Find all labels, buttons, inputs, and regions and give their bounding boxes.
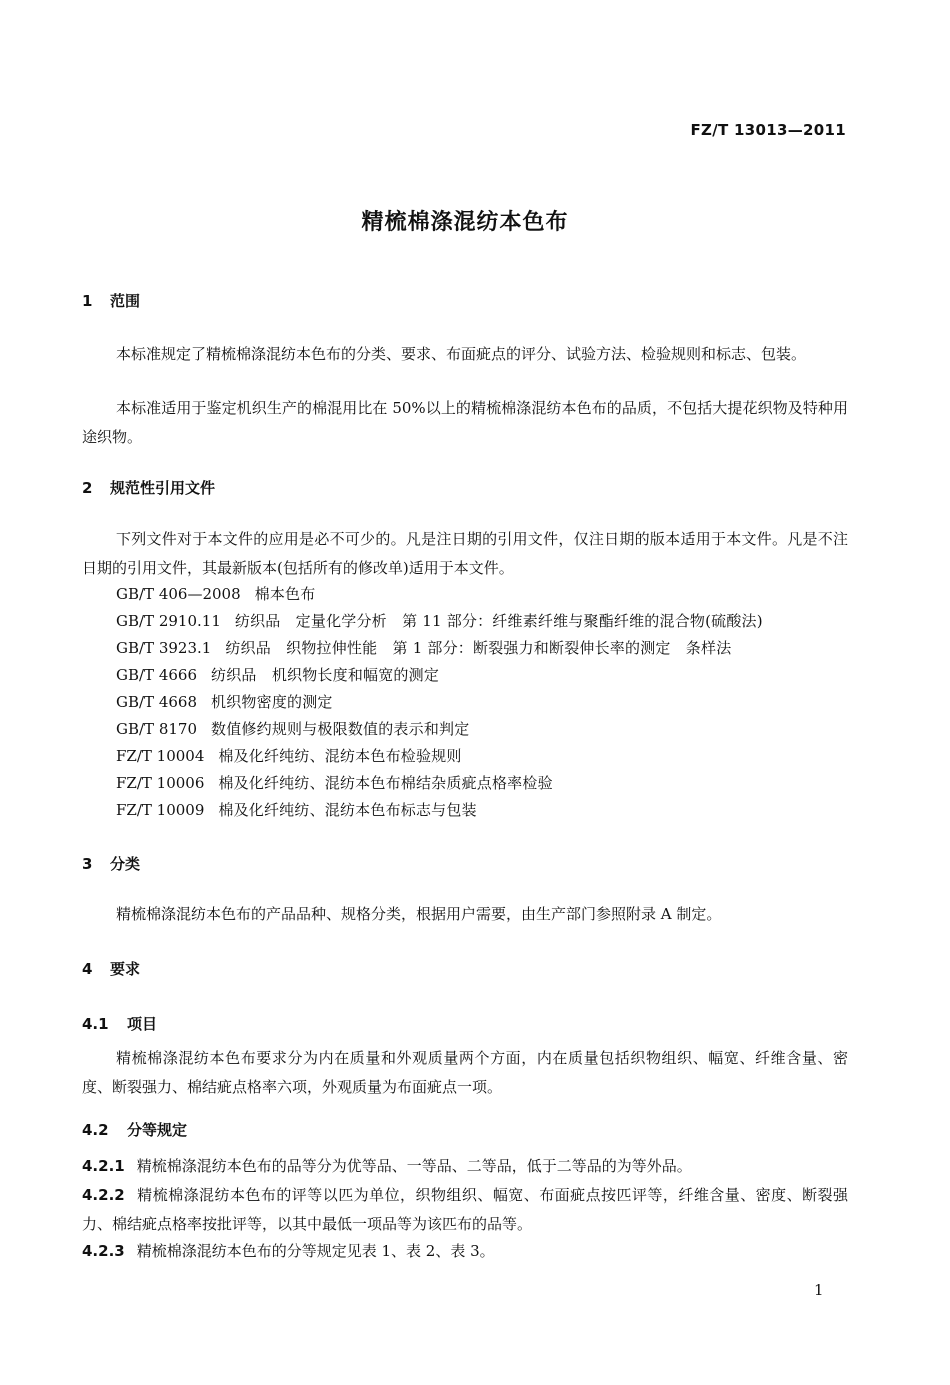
classification-paragraph: 精梳棉涤混纺本色布的产品品种、规格分类，根据用户需要，由生产部门参照附录 A 制定。 bbox=[116, 905, 722, 923]
scope-paragraph-2: 本标准适用于鉴定机织生产的棉混用比在 50%以上的精梳棉涤混纺本色布的品质，不包括大提花织物及特种用途织物。 bbox=[82, 399, 848, 446]
clause-number: 4.2.1 bbox=[82, 1157, 125, 1175]
scope-paragraph-1: 本标准规定了精梳棉涤混纺本色布的分类、要求、布面疵点的评分、试验方法、检验规则和标志、包装。 bbox=[116, 345, 807, 363]
section-title: 范围 bbox=[110, 292, 141, 310]
section-title: 分等规定 bbox=[127, 1121, 188, 1139]
reference-item bbox=[116, 691, 333, 712]
section-title: 规范性引用文件 bbox=[110, 479, 216, 497]
reference-item bbox=[116, 772, 553, 793]
section-number: 4.2 bbox=[82, 1121, 109, 1139]
section-2-heading bbox=[82, 477, 215, 498]
reference-code: GB/T 4668 bbox=[116, 693, 198, 711]
reference-code: FZ/T 10009 bbox=[116, 801, 205, 819]
reference-title: 纺织品 机织物长度和幅宽的测定 bbox=[211, 666, 440, 684]
section-number: 3 bbox=[82, 855, 93, 873]
reference-code: GB/T 8170 bbox=[116, 720, 198, 738]
references-intro-paragraph: 下列文件对于本文件的应用是必不可少的。凡是注日期的引用文件，仅注日期的版本适用于本文件。凡是不注日期的引用文件，其最新版本(包括所有的修改单)适用于本文件。 bbox=[82, 530, 848, 577]
clause-text: 精梳棉涤混纺本色布的评等以匹为单位，织物组织、幅宽、布面疵点按匹评等，纤维含量、密度、断裂强力、棉结疵点格率按批评等，以其中最低一项品等为该匹布的品等。 bbox=[82, 1186, 848, 1233]
section-title: 要求 bbox=[110, 960, 141, 978]
reference-item bbox=[116, 583, 315, 604]
section-number: 1 bbox=[82, 292, 93, 310]
reference-item bbox=[116, 799, 477, 820]
section-4-1-heading bbox=[82, 1013, 157, 1034]
items-paragraph: 精梳棉涤混纺本色布要求分为内在质量和外观质量两个方面，内在质量包括织物组织、幅宽、纤维含量、密度、断裂强力、棉结疵点格率六项，外观质量为布面疵点一项。 bbox=[82, 1049, 848, 1096]
reference-code: GB/T 2910.11 bbox=[116, 612, 221, 630]
standard-number: FZ/T 13013—2011 bbox=[690, 121, 846, 139]
reference-item bbox=[116, 610, 763, 631]
clause-text: 精梳棉涤混纺本色布的分等规定见表 1、表 2、表 3。 bbox=[136, 1242, 495, 1260]
clause-number: 4.2.2 bbox=[82, 1186, 125, 1204]
section-4-2-heading bbox=[82, 1119, 187, 1140]
section-title: 项目 bbox=[127, 1015, 158, 1033]
clause-text: 精梳棉涤混纺本色布的品等分为优等品、一等品、二等品，低于二等品的为等外品。 bbox=[136, 1157, 692, 1175]
section-number: 4.1 bbox=[82, 1015, 109, 1033]
clause-4-2-2 bbox=[82, 1181, 848, 1239]
reference-title: 机织物密度的测定 bbox=[211, 693, 333, 711]
reference-title: 棉及化纤纯纺、混纺本色布标志与包装 bbox=[218, 801, 477, 819]
reference-title: 棉及化纤纯纺、混纺本色布棉结杂质疵点格率检验 bbox=[218, 774, 553, 792]
reference-title: 棉及化纤纯纺、混纺本色布检验规则 bbox=[218, 747, 462, 765]
reference-code: GB/T 3923.1 bbox=[116, 639, 212, 657]
clause-4-2-1 bbox=[82, 1152, 848, 1181]
page-title: 精梳棉涤混纺本色布 bbox=[361, 210, 569, 235]
reference-code: GB/T 406—2008 bbox=[116, 585, 241, 603]
reference-code: GB/T 4666 bbox=[116, 666, 198, 684]
reference-title: 棉本色布 bbox=[254, 585, 316, 603]
section-number: 2 bbox=[82, 479, 93, 497]
reference-title: 纺织品 定量化学分析 第 11 部分：纤维素纤维与聚酯纤维的混合物(硫酸法) bbox=[234, 612, 763, 630]
reference-code: FZ/T 10006 bbox=[116, 774, 205, 792]
section-title: 分类 bbox=[110, 855, 141, 873]
reference-item bbox=[116, 718, 469, 739]
section-1-heading bbox=[82, 290, 140, 311]
reference-title: 纺织品 织物拉伸性能 第 1 部分：断裂强力和断裂伸长率的测定 条样法 bbox=[225, 639, 732, 657]
section-number: 4 bbox=[82, 960, 93, 978]
reference-item bbox=[116, 745, 462, 766]
section-4-heading bbox=[82, 958, 140, 979]
section-3-heading bbox=[82, 853, 140, 874]
reference-item bbox=[116, 664, 439, 685]
reference-code: FZ/T 10004 bbox=[116, 747, 205, 765]
clause-4-2-3 bbox=[82, 1237, 848, 1266]
clause-number: 4.2.3 bbox=[82, 1242, 125, 1260]
reference-item bbox=[116, 637, 731, 658]
reference-title: 数值修约规则与极限数值的表示和判定 bbox=[211, 720, 470, 738]
page-number: 1 bbox=[814, 1281, 824, 1299]
